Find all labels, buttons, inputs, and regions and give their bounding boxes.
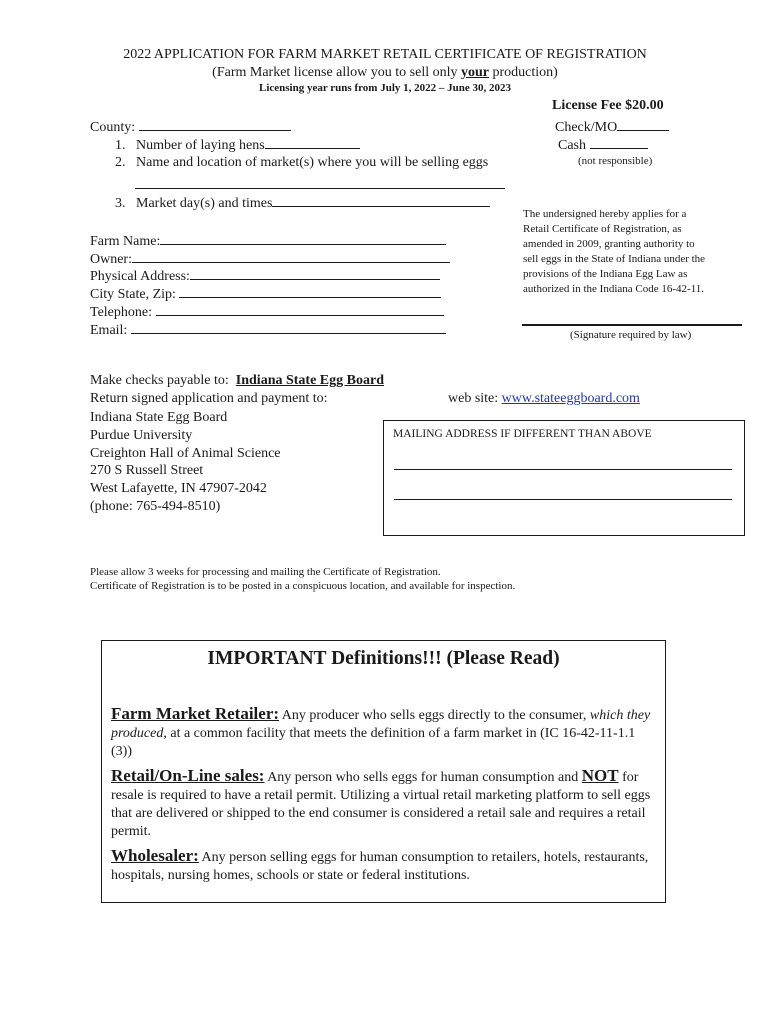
mailing-address-title: MAILING ADDRESS IF DIFFERENT THAN ABOVE: [393, 428, 652, 440]
mailing-address-box: [383, 420, 745, 536]
mailing-address-line-2[interactable]: [394, 499, 732, 500]
market-days-field[interactable]: 3. Market day(s) and times: [115, 193, 490, 212]
definition-farm-market-retailer: Farm Market Retailer: Any producer who sells eggs directly to the consumer, which they produced, at a common facility that meets the definition of a farm market in (IC 16-42-11-1.1 (3)): [111, 704, 651, 759]
term-retail-online-sales: Retail/On-Line sales:: [111, 766, 265, 785]
owner-field[interactable]: Owner:: [90, 249, 450, 268]
declaration-text: The undersigned hereby applies for a Retail Certificate of Registration, as amended in 2009, granting authority to sell eggs in the State of Indiana under the provisions of the Indiana Egg Law as authorized in the Indiana Code 16-42-11.: [523, 208, 706, 295]
definitions-heading: IMPORTANT Definitions!!! (Please Read): [207, 648, 560, 669]
signature-line[interactable]: [522, 324, 742, 326]
return-to-label: Return signed application and payment to:: [90, 391, 328, 406]
payable-to: Make checks payable to: Indiana State Egg Board: [90, 373, 384, 388]
subtitle-emphasis: your: [461, 65, 489, 80]
payee-name: Indiana State Egg Board: [235, 373, 384, 388]
county-field[interactable]: County:: [90, 117, 291, 136]
page-title: 2022 APPLICATION FOR FARM MARKET RETAIL CERTIFICATE OF REGISTRATION: [123, 47, 647, 62]
check-mo-field[interactable]: Check/MO: [555, 117, 669, 136]
telephone-field[interactable]: Telephone:: [90, 302, 444, 321]
cash-field[interactable]: Cash: [558, 135, 648, 154]
term-farm-market-retailer: Farm Market Retailer:: [111, 704, 280, 723]
farm-name-field[interactable]: Farm Name:: [90, 231, 446, 250]
return-address: Indiana State Egg Board Purdue University Creighton Hall of Animal Science 270 S Russell Street West Lafayette, IN 47907-2042 (phone: 765-494-8510): [90, 410, 281, 514]
market-location-line[interactable]: [135, 188, 505, 189]
city-state-zip-field[interactable]: City State, Zip:: [90, 284, 441, 303]
license-fee: License Fee $20.00: [552, 98, 664, 113]
term-wholesaler: Wholesaler:: [111, 846, 199, 865]
not-emphasis: NOT: [581, 766, 619, 785]
physical-address-field[interactable]: Physical Address:: [90, 266, 440, 285]
definition-wholesaler: Wholesaler: Any person selling eggs for human consumption to retailers, hotels, restaurants, hospitals, nursing homes, schools or state or federal institutions.: [111, 846, 649, 883]
website: web site: www.stateeggboard.com: [448, 391, 640, 406]
processing-note: Please allow 3 weeks for processing and mailing the Certificate of Registration.: [90, 566, 441, 578]
definition-retail-online-sales: Retail/On-Line sales: Any person who sells eggs for human consumption and NOT for resale is required to have a retail permit. Utilizing a virtual retail marketing platform to sell eggs that are delivered or shipped to the end consumer is considered a retail sale and requires a retail permit.: [111, 766, 651, 839]
license-period: Licensing year runs from July 1, 2022 – June 30, 2023: [259, 82, 511, 94]
website-link[interactable]: www.stateeggboard.com: [501, 391, 640, 406]
not-responsible-note: (not responsible): [578, 155, 653, 167]
page-subtitle: (Farm Market license allow you to sell only your production): [212, 65, 558, 80]
email-field[interactable]: Email:: [90, 320, 446, 339]
market-location-field[interactable]: 2. Name and location of market(s) where you will be selling eggs: [115, 155, 489, 170]
laying-hens-field[interactable]: 1. Number of laying hens: [115, 135, 360, 154]
signature-note: (Signature required by law): [570, 329, 692, 341]
mailing-address-line-1[interactable]: [394, 469, 732, 470]
posting-note: Certificate of Registration is to be posted in a conspicuous location, and available for inspection.: [90, 580, 516, 592]
definitions-box: [101, 640, 666, 903]
